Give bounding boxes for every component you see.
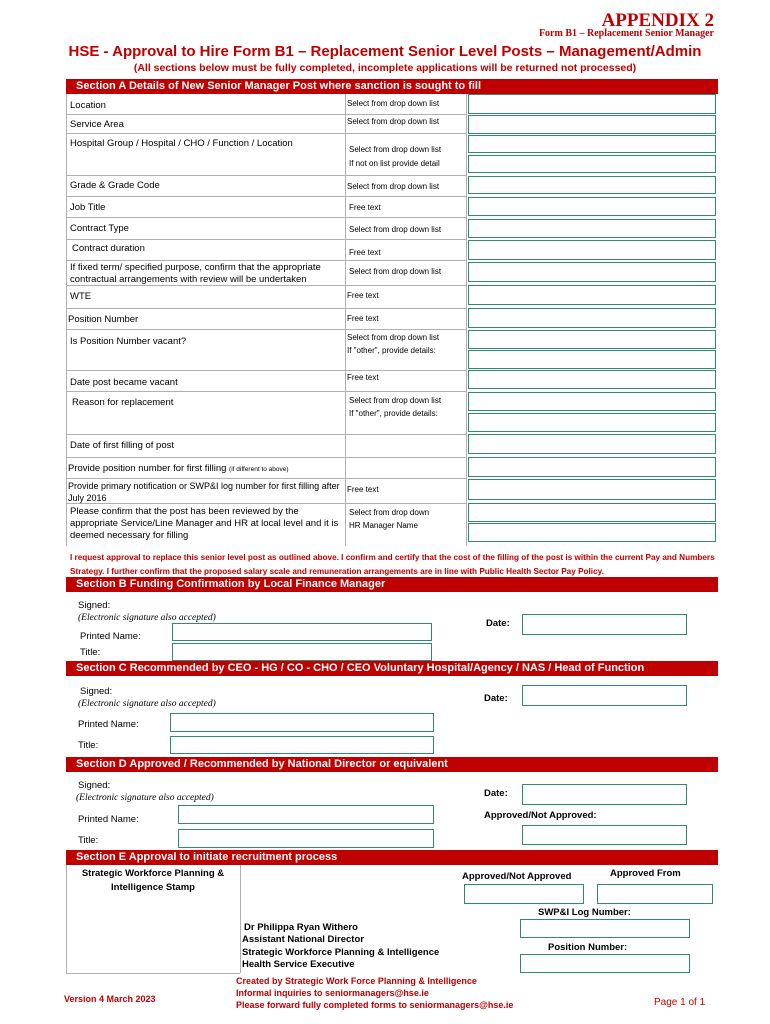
reason-label: Reason for replacement [72, 397, 174, 408]
hospital-group-field[interactable] [468, 135, 716, 153]
wte-label: WTE [70, 291, 92, 302]
date-vacant-option: Free text [347, 373, 379, 382]
inquiries-line: Informal inquiries to seniormanagers@hse.ie [236, 988, 429, 998]
contract-duration-field[interactable] [468, 240, 716, 260]
position-number-e-field[interactable] [520, 954, 690, 973]
position-number-field[interactable] [468, 308, 716, 328]
row-divider [66, 434, 466, 435]
forward-line: Please forward fully completed forms to seniormanagers@hse.ie [236, 1000, 514, 1010]
section-c-printed-name-label: Printed Name: [78, 719, 139, 730]
signatory-organisation: Health Service Executive [242, 959, 355, 970]
section-b-date-label: Date: [486, 618, 510, 629]
location-option: Select from drop down list [347, 99, 440, 108]
completion-note: (All sections below must be fully completed, incomplete applications will be returned not processed) [133, 62, 637, 74]
first-filling-date-label: Date of first filling of post [70, 440, 175, 451]
section-c-title-label: Title: [78, 740, 99, 751]
position-vacant-detail-field[interactable] [468, 350, 716, 369]
reason-detail-field[interactable] [468, 413, 716, 432]
location-field[interactable] [468, 94, 716, 114]
section-a-heading: Section A Details of New Senior Manager Post where sanction is sought to fill [66, 79, 718, 94]
contract-duration-label: Contract duration [72, 243, 145, 254]
signatory-name: Dr Philippa Ryan Withero [244, 922, 358, 933]
approved-from-field[interactable] [597, 884, 713, 904]
section-c-printed-name-field[interactable] [170, 713, 434, 732]
row-divider [66, 308, 466, 309]
job-title-label: Job Title [70, 202, 106, 213]
section-d-printed-name-field[interactable] [178, 805, 434, 824]
row-divider [66, 329, 466, 330]
section-e-stamp-divider [240, 865, 241, 973]
signatory-role: Assistant National Director [242, 934, 364, 945]
section-e-approved-label: Approved/Not Approved [462, 871, 572, 882]
row-divider [66, 285, 466, 286]
section-d-signed-label: Signed: [78, 780, 111, 791]
position-vacant-option-detail: If "other", provide details: [347, 346, 436, 355]
section-d-title-label: Title: [78, 835, 99, 846]
position-number-e-label: Position Number: [548, 942, 628, 953]
contract-type-label: Contract Type [70, 223, 129, 234]
section-e-heading: Section E Approval to initiate recruitment process [66, 850, 718, 865]
swpi-log-option: Free text [347, 485, 379, 494]
grade-option: Select from drop down list [347, 182, 440, 191]
row-divider [66, 478, 466, 479]
position-number-option: Free text [347, 314, 379, 323]
section-b-signed-label: Signed: [78, 600, 111, 611]
log-number-field[interactable] [520, 919, 690, 938]
section-b-title-label: Title: [80, 647, 101, 658]
section-c-date-label: Date: [484, 693, 508, 704]
section-b-printed-name-label: Printed Name: [80, 631, 141, 642]
section-b-date-field[interactable] [522, 614, 687, 635]
section-d-approved-label: Approved/Not Approved: [484, 810, 597, 821]
first-filling-position-note: (if different to above) [229, 466, 289, 473]
fixed-term-option: Select from drop down list [349, 267, 442, 276]
position-number-label: Position Number [68, 314, 139, 325]
section-b-title-field[interactable] [172, 643, 432, 661]
row-divider [66, 217, 466, 218]
row-divider [66, 503, 466, 504]
first-filling-position-field[interactable] [468, 457, 716, 477]
section-e-bottom-border [66, 973, 240, 974]
hospital-group-detail-field[interactable] [468, 155, 716, 173]
job-title-option: Free text [349, 203, 381, 212]
signatory-department: Strategic Workforce Planning & Intelligence [242, 947, 440, 958]
position-vacant-field[interactable] [468, 330, 716, 349]
stamp-label-line1: Strategic Workforce Planning & [81, 868, 225, 879]
confirm-review-option: Select from drop down [349, 508, 430, 517]
row-divider [66, 133, 466, 134]
contract-type-field[interactable] [468, 219, 716, 238]
section-d-heading: Section D Approved / Recommended by National Director or equivalent [66, 757, 718, 772]
wte-option: Free text [347, 291, 379, 300]
section-c-heading: Section C Recommended by CEO - HG / CO - CHO / CEO Voluntary Hospital/Agency / NAS / Head of Function [66, 661, 718, 676]
section-d-date-label: Date: [484, 788, 508, 799]
row-divider [66, 239, 466, 240]
position-vacant-label: Is Position Number vacant? [70, 336, 187, 347]
row-divider [66, 457, 466, 458]
position-vacant-option: Select from drop down list [347, 333, 440, 342]
row-divider [66, 196, 466, 197]
section-d-approved-field[interactable] [522, 825, 687, 845]
appendix-label: APPENDIX 2 [601, 10, 714, 31]
hr-manager-name-field[interactable] [468, 523, 716, 542]
first-filling-date-field[interactable] [468, 434, 716, 454]
grade-label: Grade & Grade Code [70, 180, 160, 191]
fixed-term-field[interactable] [468, 262, 716, 282]
approved-from-label: Approved From [610, 868, 681, 879]
hr-manager-name-label: HR Manager Name [349, 521, 418, 530]
reason-option-detail: If "other", provide details: [349, 409, 438, 418]
reason-option: Select from drop down list [349, 396, 442, 405]
wte-field[interactable] [468, 285, 716, 305]
confirm-review-field[interactable] [468, 503, 716, 522]
section-c-date-field[interactable] [522, 685, 687, 706]
log-number-label: SWP&I Log Number: [538, 907, 631, 918]
date-vacant-label: Date post became vacant [70, 377, 178, 388]
hospital-group-option-detail: If not on list provide detail [349, 159, 440, 168]
service-area-field[interactable] [468, 115, 716, 134]
service-area-option: Select from drop down list [347, 117, 440, 126]
form-subtitle: Form B1 – Replacement Senior Manager [538, 28, 714, 39]
row-divider [66, 175, 466, 176]
reason-field[interactable] [468, 392, 716, 411]
section-d-title-field[interactable] [178, 829, 434, 848]
section-d-electronic-note: (Electronic signature also accepted) [76, 793, 214, 803]
section-b-heading: Section B Funding Confirmation by Local Finance Manager [66, 577, 718, 592]
first-filling-position-text: Provide position number for first filling [68, 463, 227, 474]
date-vacant-field[interactable] [468, 370, 716, 389]
section-e-approved-field[interactable] [464, 884, 584, 904]
hospital-group-option: Select from drop down list [349, 145, 442, 154]
service-area-label: Service Area [70, 119, 124, 130]
grade-field[interactable] [468, 176, 716, 194]
page-title: HSE - Approval to Hire Form B1 – Replacement Senior Level Posts – Management/Admin [68, 43, 702, 60]
hospital-group-label: Hospital Group / Hospital / CHO / Function / Location [70, 138, 293, 149]
location-label: Location [70, 100, 106, 111]
section-a-option-divider [466, 94, 467, 546]
certification-text: I request approval to replace this senior level post as outlined above. I confirm and certify that the cost of the filling of the post is within the current Pay and Numbers Strategy. I further confirm that the proposed salary scale and remuneration arrangements are in line with Public Health Sector Pay Policy. [70, 553, 715, 576]
contract-duration-option: Free text [349, 248, 381, 257]
section-d-date-field[interactable] [522, 784, 687, 805]
swpi-log-field[interactable] [468, 479, 716, 500]
fixed-term-label: If fixed term/ specified purpose, confirm that the appropriate contractual arrangements with review will be undertaken [70, 262, 321, 285]
row-divider [66, 114, 466, 115]
row-divider [66, 391, 466, 392]
stamp-label-line2: Intelligence Stamp [111, 882, 195, 893]
section-c-electronic-note: (Electronic signature also accepted) [78, 699, 216, 709]
first-filling-position-label [68, 463, 289, 474]
version-label: Version 4 March 2023 [64, 994, 156, 1004]
job-title-field[interactable] [468, 197, 716, 216]
section-b-electronic-note: (Electronic signature also accepted) [78, 613, 216, 623]
contract-type-option: Select from drop down list [349, 225, 442, 234]
row-divider [66, 370, 466, 371]
confirm-review-label: Please confirm that the post has been reviewed by the appropriate Service/Line Manager and HR at local level and it is deemed necessary for filling [70, 506, 339, 541]
section-c-title-field[interactable] [170, 736, 434, 754]
section-c-signed-label: Signed: [80, 686, 113, 697]
created-by: Created by Strategic Work Force Planning & Intelligence [236, 976, 477, 986]
swpi-log-label: Provide primary notification or SWP&I log number for first filling after July 2016 [68, 481, 340, 503]
page-number: Page 1 of 1 [654, 997, 706, 1008]
section-b-printed-name-field[interactable] [172, 623, 432, 641]
section-d-printed-name-label: Printed Name: [78, 814, 139, 825]
row-divider [66, 260, 466, 261]
